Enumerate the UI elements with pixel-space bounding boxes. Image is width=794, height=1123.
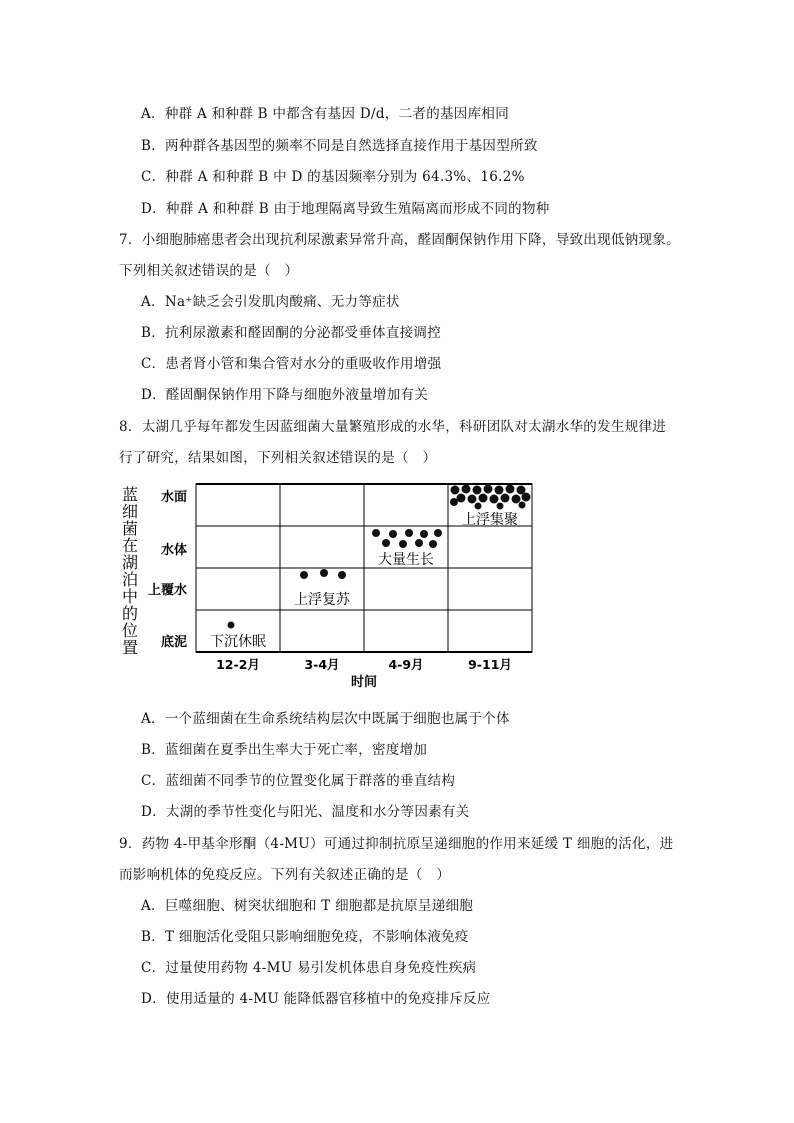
cyanobacteria-dot <box>405 529 413 537</box>
stage-label-growth: 大量生长 <box>378 552 434 568</box>
x-axis-label: 时间 <box>350 675 378 690</box>
q8-option-d: D．太湖的季节性变化与阳光、温度和水分等因素有关 <box>141 804 470 820</box>
q9-stem-line2: 而影响机体的免疫反应。下列有关叙述正确的是（ ） <box>119 867 451 883</box>
stage-label-dormant: 下沉休眠 <box>210 634 266 650</box>
stage-label-revive: 上浮复苏 <box>294 592 350 608</box>
cyanobacteria-dot <box>389 530 397 538</box>
row-label-overlying-water: 上覆水 <box>147 583 187 598</box>
cyanobacteria-dot <box>451 486 460 495</box>
row-label-water-body: 水体 <box>160 543 187 558</box>
q8-option-c: C．蓝细菌不同季节的位置变化属于群落的垂直结构 <box>141 773 456 789</box>
row-label-sediment: 底泥 <box>160 635 187 650</box>
col-label-mar-apr: 3-4月 <box>304 657 340 672</box>
col-label-apr-sep: 4-9月 <box>388 657 424 672</box>
cyanobacteria-dot <box>501 494 510 503</box>
q7-option-a: A．Na⁺缺乏会引发肌肉酸痛、无力等症状 <box>141 294 400 310</box>
cyanobacteria-dot <box>495 486 504 495</box>
cyanobacteria-dot <box>420 530 428 538</box>
cyanobacteria-dot <box>300 571 308 579</box>
q9-option-b: B．T 细胞活化受阻只影响细胞免疫，不影响体液免疫 <box>141 929 469 945</box>
q7-option-d: D．醛固酮保钠作用下降与细胞外液量增加有关 <box>141 387 429 403</box>
cyanobacteria-position-figure <box>110 476 550 690</box>
q9-option-d: D．使用适量的 4-MU 能降低器官移植中的免疫排斥反应 <box>141 991 491 1007</box>
cyanobacteria-dot <box>399 540 407 548</box>
cyanobacteria-dot <box>468 495 477 504</box>
cyanobacteria-dot <box>320 569 328 577</box>
cyanobacteria-dot <box>475 503 482 510</box>
cyanobacteria-dot <box>519 502 526 509</box>
cyanobacteria-dot <box>462 485 471 494</box>
cyanobacteria-dot <box>382 539 390 547</box>
cyanobacteria-dot <box>484 485 493 494</box>
y-axis-label: 蓝细菌在湖泊中的位置 <box>119 486 139 656</box>
q6-option-b: B．两种群各基因型的频率不同是自然选择直接作用于基因型所致 <box>141 138 538 154</box>
q6-option-c: C．种群 A 和种群 B 中 D 的基因频率分别为 64.3%、16.2% <box>141 169 525 185</box>
cyanobacteria-dot <box>473 486 482 495</box>
q9-option-c: C．过量使用药物 4-MU 易引发机体患自身免疫性疾病 <box>141 960 477 976</box>
q7-option-c: C．患者肾小管和集合管对水分的重吸收作用增强 <box>141 356 442 372</box>
q9-stem-line1: 9．药物 4-甲基伞形酮（4-MU）可通过抑制抗原呈递细胞的作用来延缓 T 细胞的活化，进 <box>119 836 674 852</box>
cyanobacteria-dot <box>479 494 488 503</box>
cyanobacteria-dot <box>415 539 423 547</box>
cyanobacteria-dot <box>434 529 442 537</box>
col-label-dec-feb: 12-2月 <box>216 657 260 672</box>
cyanobacteria-dot <box>512 495 521 504</box>
q6-option-d: D．种群 A 和种群 B 由于地理隔离导致生殖隔离而形成不同的物种 <box>141 201 550 217</box>
q8-option-a: A．一个蓝细菌在生命系统结构层次中既属于细胞也属于个体 <box>141 711 510 727</box>
stage-label-aggregate: 上浮集聚 <box>462 512 518 528</box>
q9-option-a: A．巨噬细胞、树突状细胞和 T 细胞都是抗原呈递细胞 <box>141 898 474 914</box>
cyanobacteria-dot <box>490 495 499 504</box>
cyanobacteria-dot <box>450 498 458 506</box>
cyanobacteria-dot <box>338 571 346 579</box>
q8-stem-line2: 行了研究，结果如图，下列相关叙述错误的是（ ） <box>119 450 437 466</box>
cyanobacteria-dot <box>506 485 515 494</box>
q7-stem-line1: 7．小细胞肺癌患者会出现抗利尿激素异常升高，醛固酮保钠作用下降，导致出现低钠现象。 <box>119 232 680 248</box>
cyanobacteria-dot <box>497 503 504 510</box>
q6-option-a: A．种群 A 和种群 B 中都含有基因 D/d，二者的基因库相同 <box>141 106 509 122</box>
cyanobacteria-dot <box>228 622 235 629</box>
row-label-surface: 水面 <box>160 490 187 505</box>
figure-grid <box>196 484 532 652</box>
cyanobacteria-dot <box>372 529 380 537</box>
col-label-sep-nov: 9-11月 <box>468 657 512 672</box>
q8-stem-line1: 8．太湖几乎每年都发生因蓝细菌大量繁殖形成的水华，科研团队对太湖水华的发生规律进 <box>119 419 667 435</box>
q7-option-b: B．抗利尿激素和醛固酮的分泌都受垂体直接调控 <box>141 325 442 341</box>
cyanobacteria-dot <box>429 540 437 548</box>
q7-stem-line2: 下列相关叙述错误的是（ ） <box>119 263 299 279</box>
cyanobacteria-dot <box>522 493 531 502</box>
q8-option-b: B．蓝细菌在夏季出生率大于死亡率，密度增加 <box>141 742 428 758</box>
